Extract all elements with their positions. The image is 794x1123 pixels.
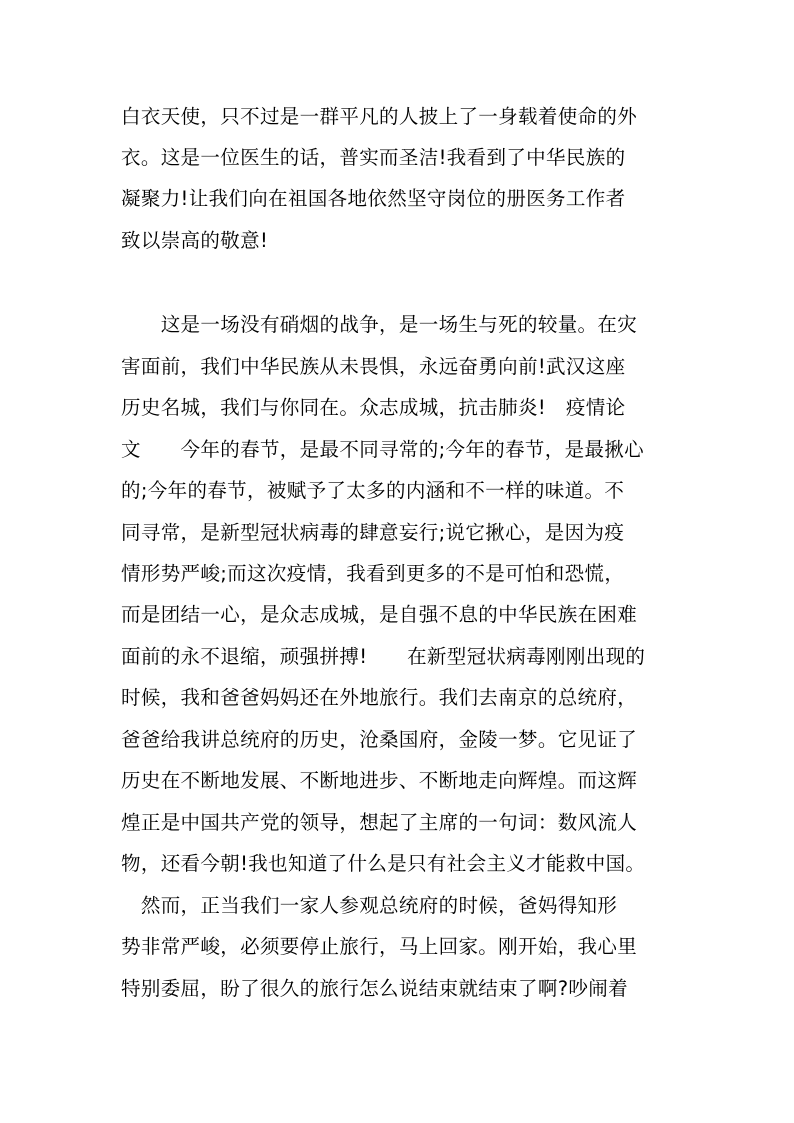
text-line: 同寻常，是新型冠状病毒的肆意妄行;说它揪心，是因为疫 [121,521,625,544]
text-line: 面前的永不退缩，顽强拼搏! 在新型冠状病毒刚刚出现的 [121,645,646,668]
text-line: 然而，正当我们一家人参观总统府的时候，爸妈得知形 [121,894,618,917]
text-line: 特别委屈，盼了很久的旅行怎么说结束就结束了啊?吵闹着 [121,977,628,1000]
text-line: 害面前，我们中华民族从未畏惧，永远奋勇向前!武汉这座 [121,355,626,378]
text-line: 情形势严峻;而这次疫情，我看到更多的不是可怕和恐慌， [121,562,625,585]
text-line: 时候，我和爸爸妈妈还在外地旅行。我们去南京的总统府， [121,686,638,709]
text-line: 历史名城，我们与你同在。众志成城，抗击肺炎! 疫情论 [121,396,626,419]
text-line: 衣。这是一位医生的话，普实而圣洁!我看到了中华民族的 [121,146,626,169]
text-line: 文 今年的春节，是最不同寻常的;今年的春节，是最揪心 [121,438,645,461]
text-line: 物，还看今朝!我也知道了什么是只有社会主义才能救中国。 [121,852,646,875]
text-line: 凝聚力!让我们向在祖国各地依然坚守岗位的册医务工作者 [121,187,626,210]
text-line: 这是一场没有硝烟的战争，是一场生与死的较量。在灾 [121,313,638,336]
text-line: 的;今年的春节，被赋予了太多的内涵和不一样的味道。不 [121,479,625,502]
text-line: 爸爸给我讲总统府的历史，沧桑国府，金陵一梦。它见证了 [121,728,638,751]
text-line: 煌正是中国共产党的领导，想起了主席的一句词：数风流人 [121,811,638,834]
text-line: 历史在不断地发展、不断地进步、不断地走向辉煌。而这辉 [121,769,638,792]
text-line: 白衣天使，只不过是一群平凡的人披上了一身载着使命的外 [121,105,638,128]
text-line: 致以崇高的敬意! [121,229,269,252]
text-line: 势非常严峻，必须要停止旅行，马上回家。刚开始，我心里 [121,935,638,958]
text-line: 而是团结一心，是众志成城，是自强不息的中华民族在困难 [121,603,638,626]
